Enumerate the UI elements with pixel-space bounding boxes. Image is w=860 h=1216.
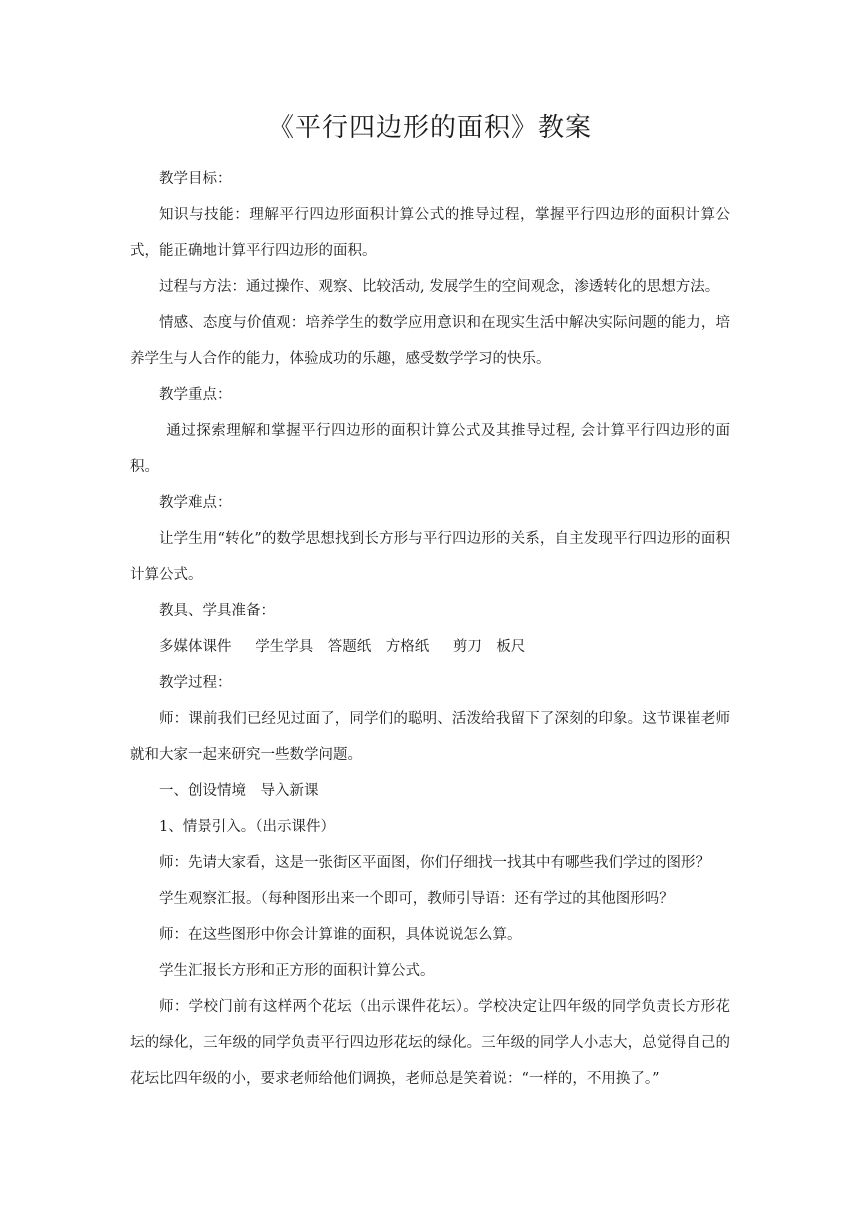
paragraph-compute-area: 师：在这些图形中你会计算谁的面积，具体说说怎么算。	[159, 927, 522, 943]
paragraph-difficulty: 让学生用“转化”的数学思想找到长方形与平行四边形的关系，自主发现平行四边形的面积计算公式。	[130, 531, 730, 583]
paragraph-flower-beds: 师：学校门前有这样两个花坛（出示课件花坛）。学校决定让四年级的同学负责长方形花坛的绿化，三年级的同学负责平行四边形花坛的绿化。三年级的同学人小志大，总觉得自己的花坛比四年级的小，要求老师给他们调换，老师总是笑着说：“一样的，不用换了。”	[130, 999, 730, 1087]
paragraph-key-points-heading: 教学重点：	[159, 387, 232, 403]
paragraph-objectives-heading: 教学目标：	[159, 171, 232, 187]
paragraph-process-method: 过程与方法：通过操作、观察、比较活动, 发展学生的空间观念，渗透转化的思想方法。	[159, 279, 720, 295]
paragraph-section-one: 一、创设情境 导入新课	[159, 783, 319, 799]
document-body	[130, 161, 730, 1097]
paragraph-knowledge-skills: 知识与技能：理解平行四边形面积计算公式的推导过程，掌握平行四边形的面积计算公式，能正确地计算平行四边形的面积。	[130, 207, 730, 259]
paragraph-process-heading: 教学过程：	[159, 675, 232, 691]
document-title: 《平行四边形的面积》教案	[267, 113, 592, 143]
paragraph-street-map: 师：先请大家看，这是一张街区平面图，你们仔细找一找其中有哪些我们学过的图形？	[159, 855, 710, 871]
paragraph-emotion-values: 情感、态度与价值观：培养学生的数学应用意识和在现实生活中解决实际问题的能力，培养学生与人合作的能力，体验成功的乐趣，感受数学学习的快乐。	[130, 315, 730, 367]
paragraph-difficulty-heading: 教学难点：	[159, 495, 232, 511]
paragraph-key-points: 通过探索理解和掌握平行四边形的面积计算公式及其推导过程, 会计算平行四边形的面积。	[130, 423, 730, 475]
paragraph-teacher-intro: 师：课前我们已经见过面了，同学们的聪明、活泼给我留下了深刻的印象。这节课崔老师就和大家一起来研究一些数学问题。	[130, 711, 730, 763]
paragraph-student-observe: 学生观察汇报。（每种图形出来一个即可，教师引导语：还有学过的其他图形吗？	[159, 891, 674, 907]
paragraph-scene-intro: 1、情景引入。（出示课件）	[159, 819, 335, 835]
paragraph-student-report: 学生汇报长方形和正方形的面积计算公式。	[159, 963, 435, 979]
paragraph-tools-list: 多媒体课件 学生学具 答题纸 方格纸 剪刀 板尺	[159, 639, 526, 655]
paragraph-tools-heading: 教具、学具准备：	[159, 603, 275, 619]
